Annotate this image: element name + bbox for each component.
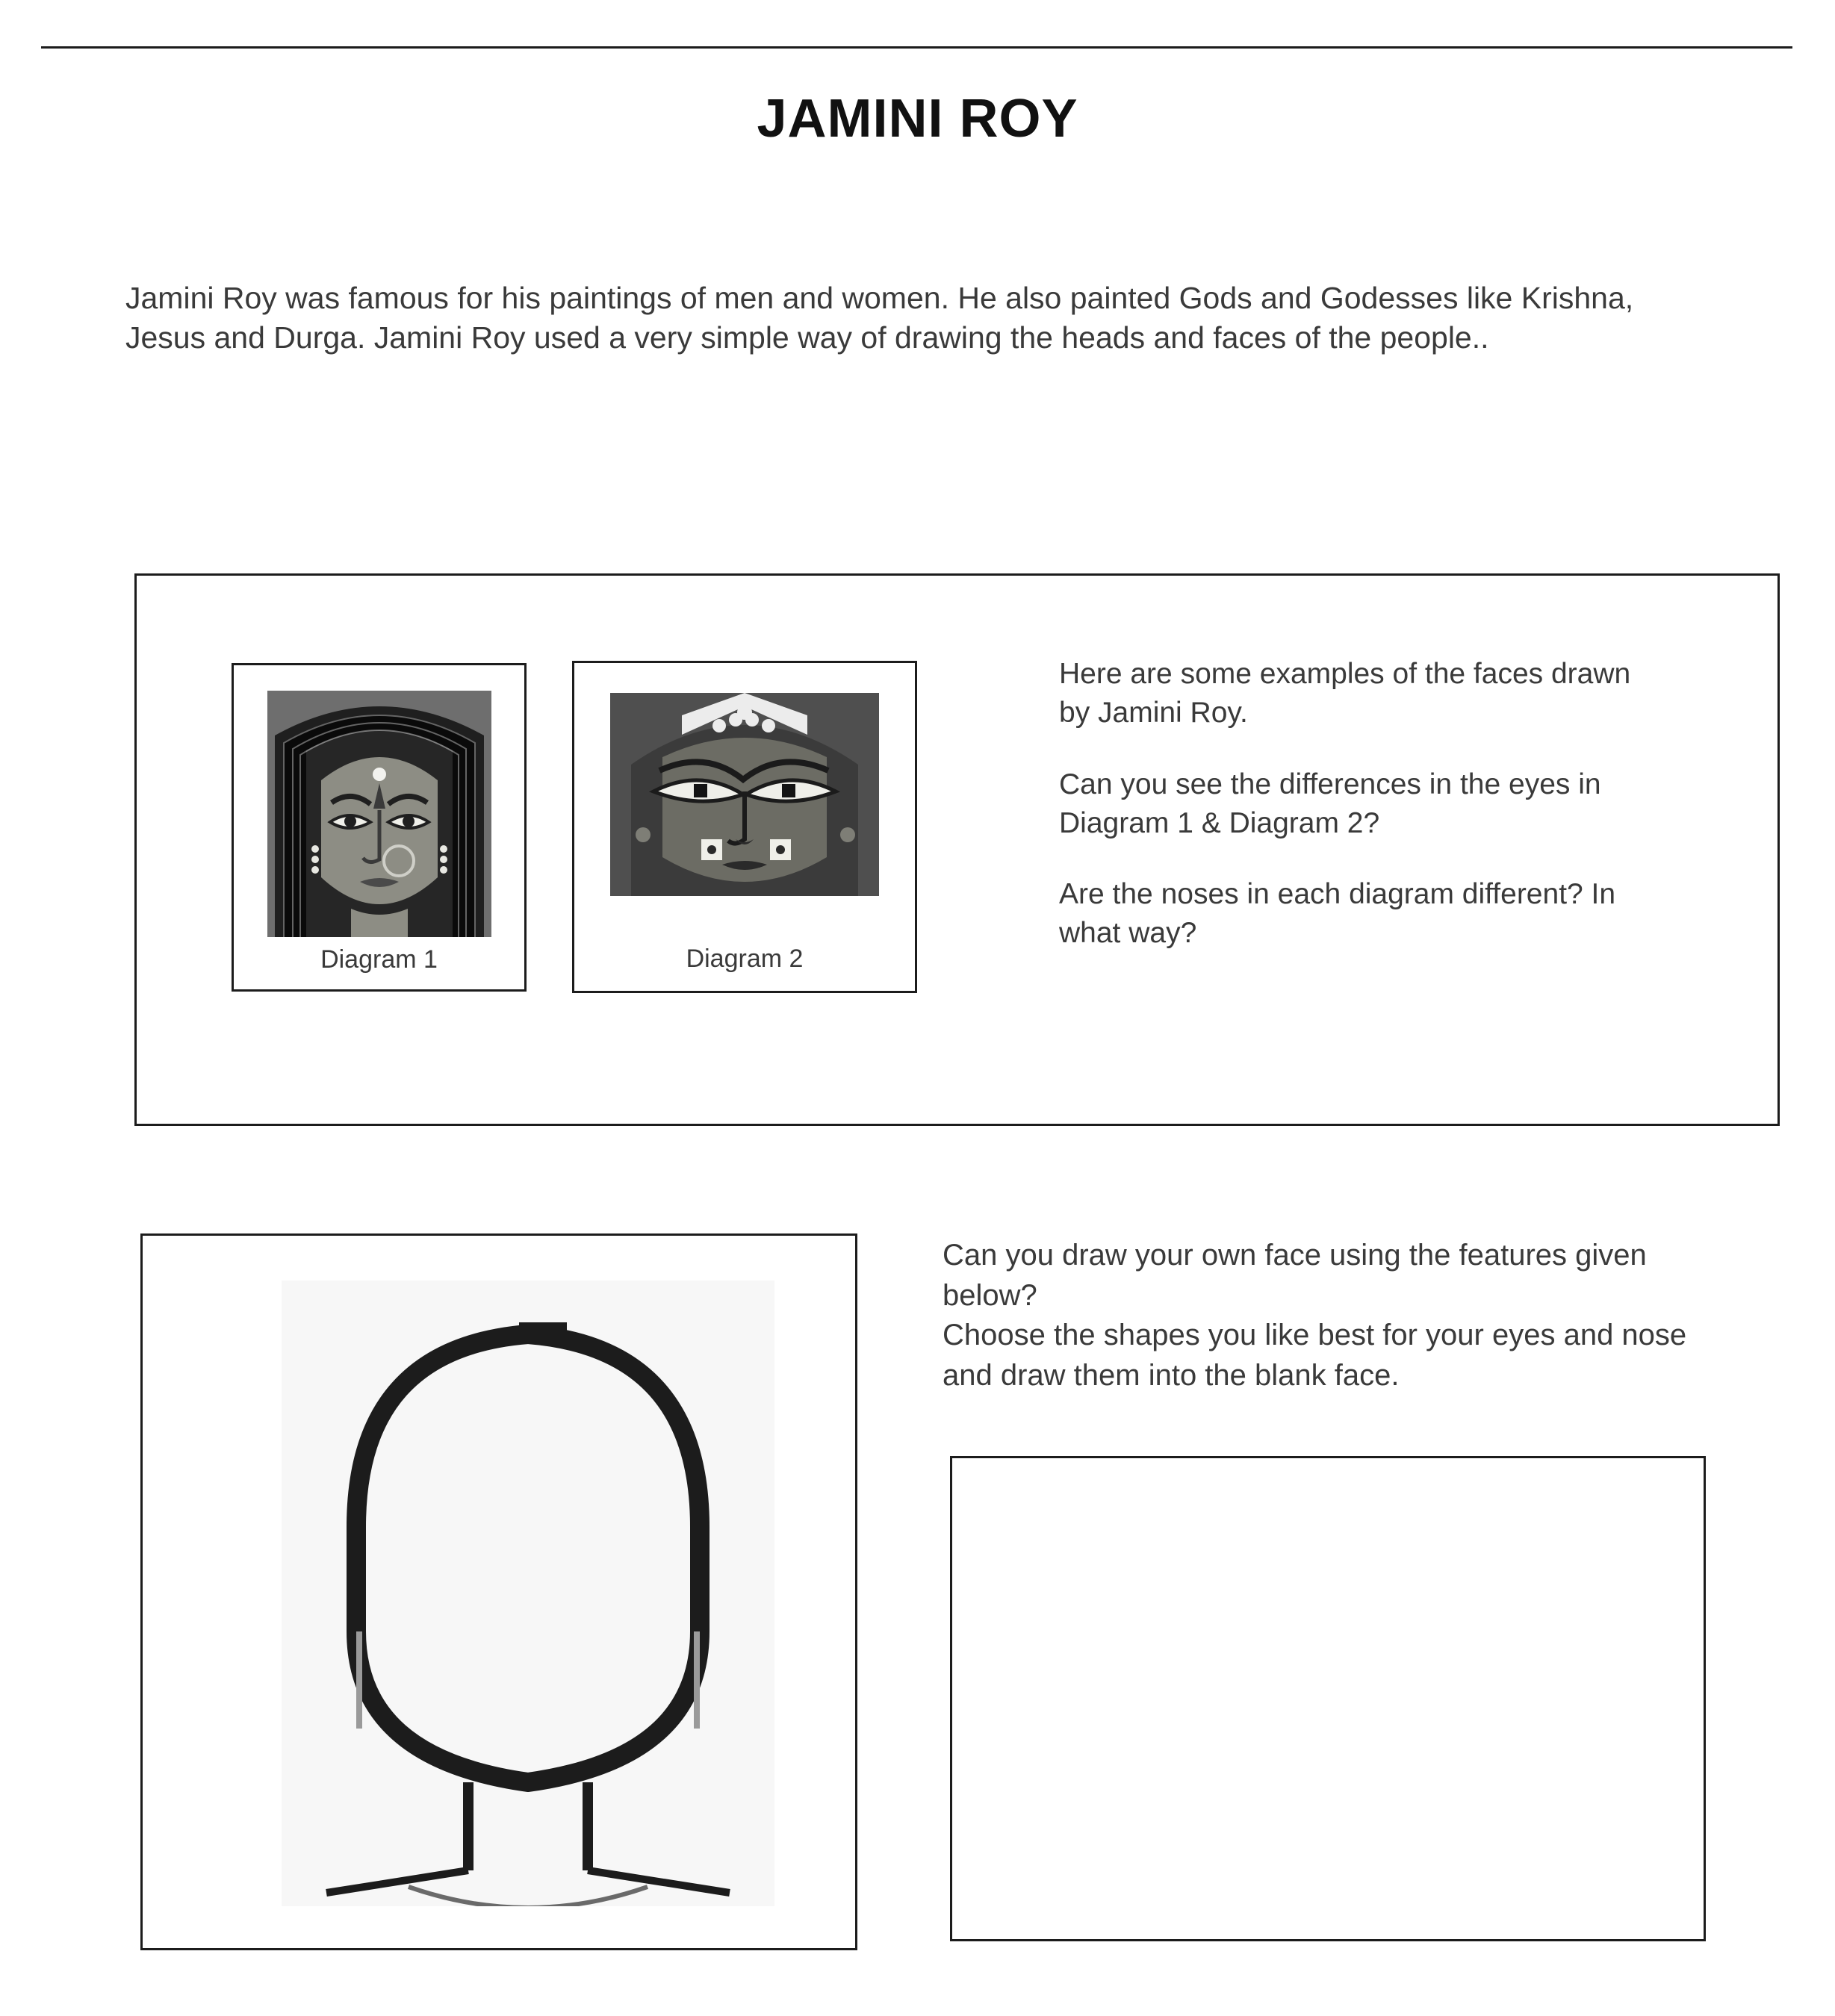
figure-diagram-2: [572, 661, 917, 993]
activity-instruction-1: Can you draw your own face using the features given below?: [943, 1239, 1647, 1312]
activity-instruction-2: Choose the shapes you like best for your eyes and nose and draw them into the blank face.: [943, 1319, 1687, 1392]
activity-instructions: [943, 1236, 1712, 1396]
diagram-2-caption: Diagram 2: [686, 945, 804, 973]
features-blank-area[interactable]: [950, 1456, 1706, 1941]
page-title: JAMINI ROY: [757, 89, 1078, 149]
examples-paragraph-2: Can you see the differences in the eyes in Diagram 1 & Diagram 2?: [1059, 768, 1601, 839]
diagram-1-image: [267, 691, 491, 937]
intro-paragraph: Jamini Roy was famous for his paintings of men and women. He also painted Gods and Godesses like Krishna, Jesus and Durga. Jamini Roy used a very simple way of drawing the heads and faces of the people..: [125, 281, 1634, 355]
examples-paragraph-1: Here are some examples of the faces drawn by Jamini Roy.: [1059, 658, 1631, 729]
figure-diagram-1: [232, 663, 527, 992]
diagram-2-image: [610, 693, 879, 896]
blank-face-panel: [140, 1233, 857, 1950]
blank-face-image: [282, 1281, 774, 1906]
examples-paragraph-3: Are the noses in each diagram different? In what way?: [1059, 878, 1616, 950]
diagram-1-caption: Diagram 1: [320, 945, 438, 974]
examples-question-text: [1059, 655, 1657, 953]
header-divider: [41, 46, 1792, 49]
